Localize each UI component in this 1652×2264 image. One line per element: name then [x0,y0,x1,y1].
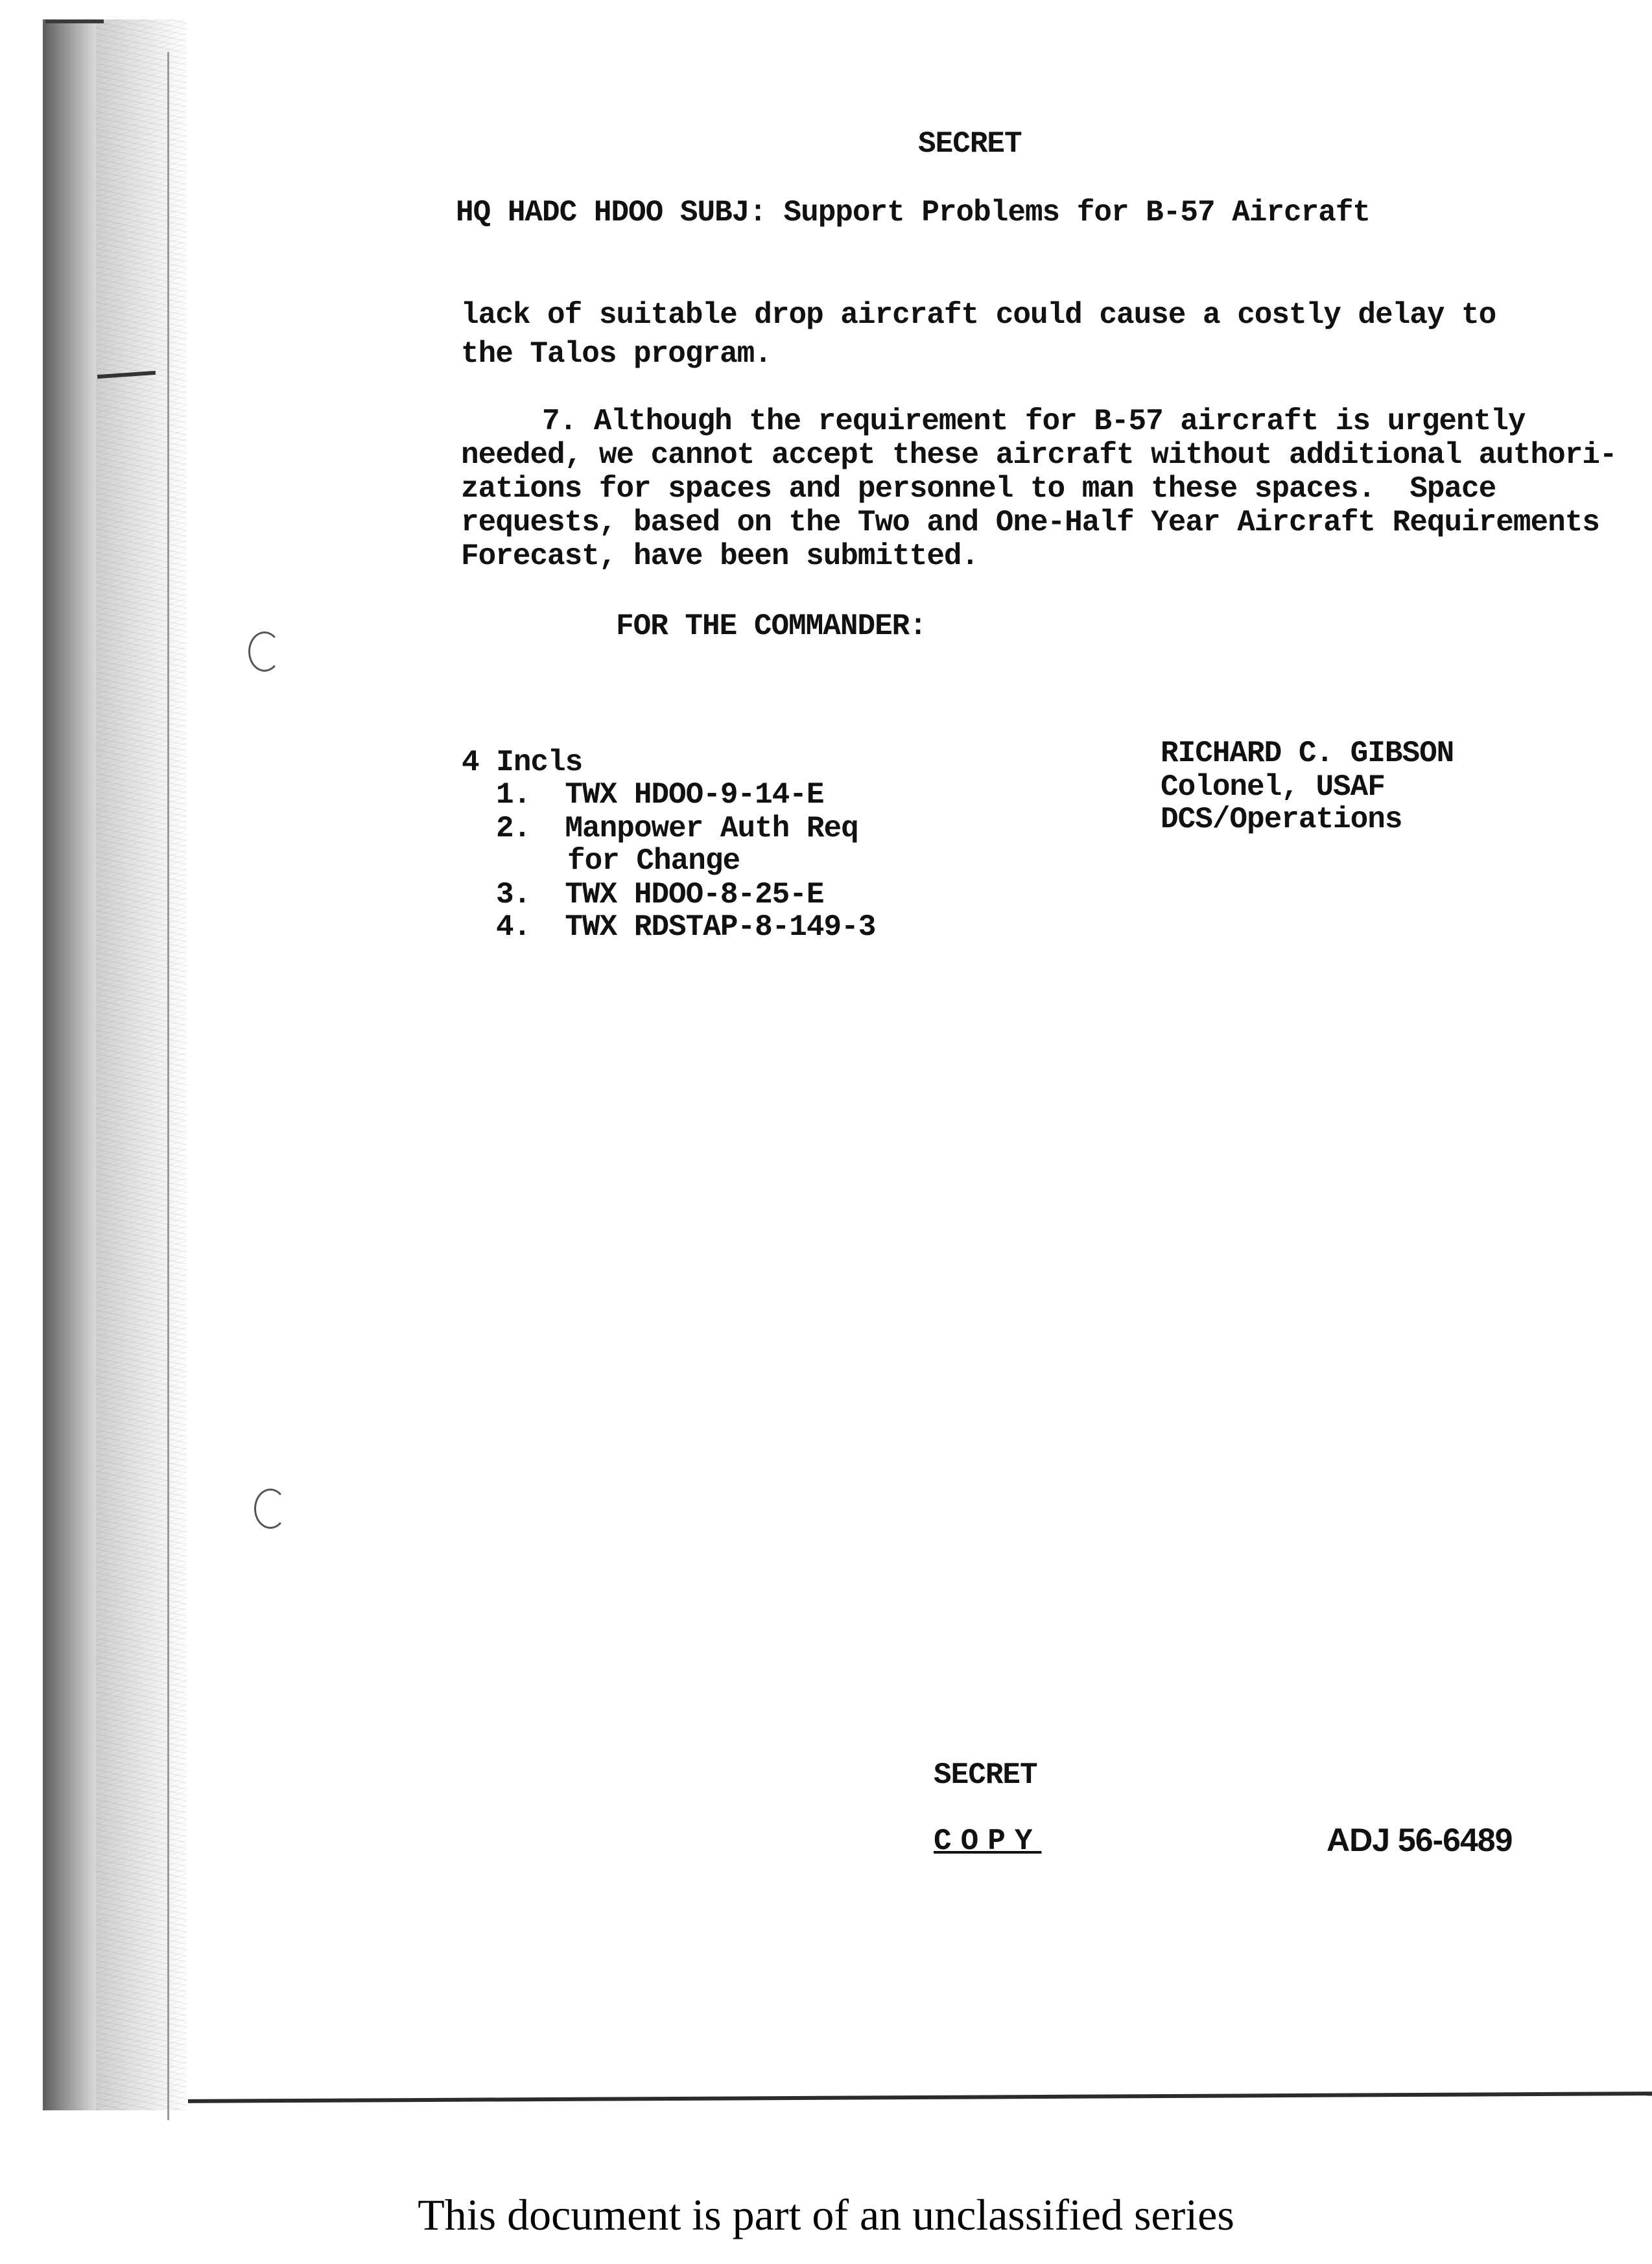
paragraph-6-line: the Talos program. [461,337,772,371]
page-inner-edge [167,52,169,2120]
punch-hole-lower [254,1489,287,1529]
classification-top: SECRET [918,127,1022,161]
inclosure-item: 4. TWX RDSTAP-8-149-3 [496,910,876,944]
paragraph-7-line: 7. Although the requirement for B-57 aircraft is urgently [542,405,1526,438]
inclosure-item-continuation: for Change [567,844,740,878]
paragraph-6-line: lack of suitable drop aircraft could cause a costly delay to [461,298,1496,332]
paragraph-7-line: zations for spaces and personnel to man these spaces. Space [461,472,1496,506]
closing-line: FOR THE COMMANDER: [616,609,926,643]
subject-line: HQ HADC HDOO SUBJ: Support Problems for B-57 Aircraft [456,196,1371,230]
page-binding-shadow [43,19,96,2110]
page-binding-speckle [96,19,187,2110]
paragraph-7-line: needed, we cannot accept these aircraft without additional authori- [461,438,1617,472]
inclosure-item: 3. TWX HDOO-8-25-E [496,878,824,912]
page-top-edge [45,19,104,23]
signature-office: DCS/Operations [1161,803,1402,836]
paragraph-7-line: Forecast, have been submitted. [461,539,979,573]
signature-name: RICHARD C. GIBSON [1161,737,1454,770]
reference-number: ADJ 56-6489 [1327,1822,1513,1858]
inclosure-item: 2. Manpower Auth Req [496,812,858,845]
classification-bottom: SECRET [934,1758,1037,1792]
punch-hole-upper [248,631,281,672]
page-bottom-edge [188,2092,1652,2103]
paragraph-7-line: requests, based on the Two and One-Half Year Aircraft Requirements [461,506,1599,539]
footer-note: This document is part of an unclassified series [418,2190,1234,2239]
inclosures-heading: 4 Incls [462,746,583,779]
inclosure-item: 1. TWX HDOO-9-14-E [496,778,824,812]
copy-mark: COPY [934,1824,1042,1858]
signature-rank: Colonel, USAF [1161,770,1385,804]
